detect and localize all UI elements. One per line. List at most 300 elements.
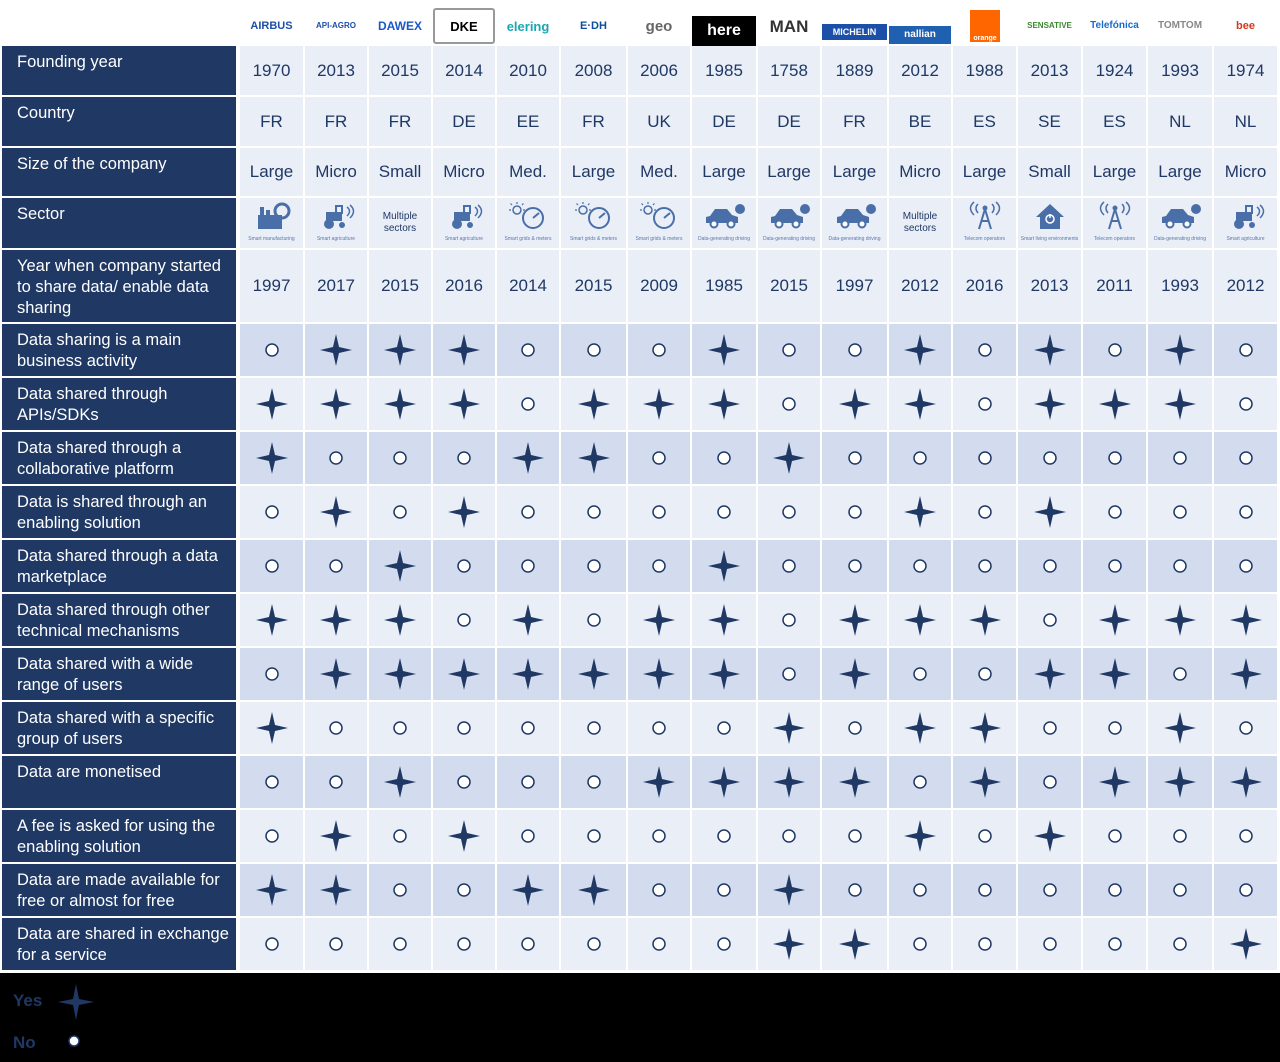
- country-cell: [889, 97, 951, 146]
- size-cell-value: Micro: [315, 162, 357, 181]
- no-circle-icon: [328, 774, 344, 790]
- cell-no: [240, 810, 303, 862]
- cell-yes: [369, 378, 431, 430]
- cell-yes: [1083, 648, 1146, 700]
- size-cell: [1214, 148, 1277, 196]
- cell-yes: [889, 378, 951, 430]
- legend-yes-label: Yes: [13, 991, 43, 1010]
- cell-no: [561, 702, 626, 754]
- cell-no: [305, 702, 367, 754]
- cell-no: [889, 918, 951, 970]
- country-cell-value: DE: [452, 111, 476, 131]
- country-cell-value: FR: [324, 111, 348, 131]
- no-circle-icon: [264, 828, 280, 844]
- cell-yes: [240, 432, 303, 484]
- country-cell: [561, 97, 626, 146]
- cell-no: [369, 864, 431, 916]
- cell-no: [889, 540, 951, 592]
- cell-yes: [305, 810, 367, 862]
- founding-year-cell-value: 1988: [965, 60, 1004, 80]
- founding-year-cell: [369, 46, 431, 95]
- no-circle-icon: [1238, 342, 1254, 358]
- country-cell: [369, 97, 431, 146]
- cell-yes: [1214, 756, 1277, 808]
- tractor-icon: [1224, 201, 1268, 231]
- country-cell: [1018, 97, 1081, 146]
- yes-star-icon: [511, 603, 545, 637]
- no-circle-icon: [912, 666, 928, 682]
- yes-star-icon: [903, 711, 937, 745]
- cell-no: [369, 702, 431, 754]
- yes-star-icon: [511, 873, 545, 907]
- cell-yes: [1083, 378, 1146, 430]
- logo-orange: orange: [970, 10, 1000, 42]
- car-icon: [833, 201, 877, 231]
- row-header: Data shared with a specific group of users: [2, 702, 236, 754]
- no-circle-icon: [1042, 612, 1058, 628]
- founding-year-cell-value: 2013: [1030, 60, 1069, 80]
- no-circle-icon: [912, 450, 928, 466]
- size-cell-value: Large: [249, 162, 294, 181]
- start-year-cell: [822, 250, 887, 322]
- size-cell-value: Large: [702, 162, 746, 181]
- no-circle-icon: [977, 936, 993, 952]
- sector-cell: [1214, 198, 1277, 248]
- yes-star-icon: [838, 603, 872, 637]
- cell-no: [822, 324, 887, 376]
- start-year-cell: [628, 250, 690, 322]
- no-circle-icon: [1107, 936, 1123, 952]
- founding-year-cell-value: 2013: [317, 60, 355, 80]
- country-cell-value: NL: [1169, 111, 1191, 131]
- row-header: Data shared through other technical mechanisms: [2, 594, 236, 646]
- car-icon: [1158, 201, 1202, 231]
- size-cell: [628, 148, 690, 196]
- country-cell: [433, 97, 495, 146]
- yes-star-icon: [1098, 657, 1132, 691]
- size-cell-value: Micro: [1224, 162, 1267, 181]
- no-circle-icon: [847, 342, 863, 358]
- sector-label: Data-generating driving: [698, 236, 750, 242]
- country-cell-value: FR: [260, 111, 283, 131]
- cell-no: [1018, 756, 1081, 808]
- cell-no: [1018, 702, 1081, 754]
- yes-star-icon: [383, 765, 417, 799]
- row-header: Data shared through a collaborative platform: [2, 432, 236, 484]
- antenna-icon: [963, 201, 1007, 231]
- row-header: Data shared with a wide range of users: [2, 648, 236, 700]
- logo-api-agro: API-AGRO: [316, 21, 356, 30]
- country-cell-value: DE: [712, 111, 736, 131]
- start-year-cell-value: 2016: [965, 276, 1004, 295]
- no-circle-icon: [586, 558, 602, 574]
- logo-nallian: nallian: [889, 26, 951, 44]
- sector-cell: [497, 198, 559, 248]
- cell-yes: [889, 810, 951, 862]
- no-circle-icon: [328, 936, 344, 952]
- yes-star-icon: [1229, 765, 1263, 799]
- cell-no: [822, 486, 887, 538]
- logo-telefonica: Telefónica: [1090, 20, 1139, 31]
- yes-star-icon: [1033, 495, 1067, 529]
- yes-star-icon: [903, 603, 937, 637]
- antenna-icon: [1093, 201, 1137, 231]
- no-circle-icon: [1042, 936, 1058, 952]
- cell-no: [628, 486, 690, 538]
- sector-cell: [433, 198, 495, 248]
- no-circle-icon: [651, 450, 667, 466]
- no-circle-icon: [716, 450, 732, 466]
- cell-no: [1214, 702, 1277, 754]
- cell-yes: [692, 648, 756, 700]
- no-circle-icon: [1172, 882, 1188, 898]
- cell-yes: [1148, 756, 1212, 808]
- cell-no: [240, 540, 303, 592]
- sector-label: Data-generating driving: [828, 236, 881, 242]
- yes-star-icon: [1098, 387, 1132, 421]
- size-cell: [889, 148, 951, 196]
- start-year-cell-value: 2016: [445, 276, 483, 295]
- no-circle-icon: [1042, 450, 1058, 466]
- country-cell-value: UK: [647, 111, 671, 131]
- yes-star-icon: [319, 333, 353, 367]
- yes-star-icon: [577, 387, 611, 421]
- no-circle-icon: [586, 774, 602, 790]
- sector-cell: [305, 198, 367, 248]
- no-circle-icon: [977, 666, 993, 682]
- row-header: Data shared through a data marketplace: [2, 540, 236, 592]
- yes-star-icon: [255, 441, 289, 475]
- cell-no: [433, 594, 495, 646]
- country-cell-value: DE: [777, 111, 801, 131]
- sector-cell: [628, 198, 690, 248]
- sector-label: Smart living environments: [1020, 236, 1079, 242]
- cell-yes: [822, 756, 887, 808]
- cell-no: [953, 324, 1016, 376]
- no-circle-icon: [1107, 450, 1123, 466]
- cell-no: [561, 540, 626, 592]
- size-cell-value: Large: [571, 162, 616, 181]
- cell-yes: [433, 810, 495, 862]
- size-cell: [433, 148, 495, 196]
- start-year-cell-value: 2012: [1226, 276, 1265, 295]
- start-year-cell-value: 2014: [509, 276, 547, 295]
- no-circle-icon: [328, 450, 344, 466]
- no-circle-icon: [847, 882, 863, 898]
- no-circle-icon: [977, 504, 993, 520]
- founding-year-cell-value: 1889: [835, 60, 874, 80]
- country-cell-value: FR: [388, 111, 412, 131]
- size-cell: [240, 148, 303, 196]
- cell-yes: [1018, 486, 1081, 538]
- no-circle-icon: [456, 558, 472, 574]
- founding-year-cell: [758, 46, 820, 95]
- cell-no: [692, 432, 756, 484]
- logo-dke: DKE: [433, 8, 495, 44]
- no-circle-icon: [1238, 450, 1254, 466]
- founding-year-cell: [889, 46, 951, 95]
- cell-no: [758, 810, 820, 862]
- cell-no: [1018, 918, 1081, 970]
- yes-star-icon: [255, 711, 289, 745]
- yes-star-icon: [772, 711, 806, 745]
- home-icon: [1028, 201, 1072, 231]
- no-circle-icon: [456, 936, 472, 952]
- no-circle-icon: [1107, 828, 1123, 844]
- sector-cell: [1018, 198, 1081, 248]
- no-circle-icon: [456, 882, 472, 898]
- yes-star-icon: [1229, 927, 1263, 961]
- no-circle-icon: [651, 828, 667, 844]
- cell-yes: [692, 540, 756, 592]
- sector-cell: [561, 198, 626, 248]
- no-circle-icon: [977, 882, 993, 898]
- cell-no: [561, 918, 626, 970]
- size-cell: [1148, 148, 1212, 196]
- yes-star-icon: [1033, 387, 1067, 421]
- start-year-cell: [758, 250, 820, 322]
- cell-no: [305, 432, 367, 484]
- yes-star-icon: [319, 873, 353, 907]
- no-circle-icon: [1107, 720, 1123, 736]
- yes-star-icon: [383, 333, 417, 367]
- cell-yes: [561, 864, 626, 916]
- car-icon: [702, 201, 746, 231]
- yes-star-icon: [255, 603, 289, 637]
- no-circle-icon: [716, 882, 732, 898]
- country-cell: [692, 97, 756, 146]
- cell-yes: [889, 594, 951, 646]
- row-header: Data is shared through an enabling solution: [2, 486, 236, 538]
- meter-icon: [572, 201, 616, 231]
- start-year-cell-value: 1985: [705, 276, 743, 295]
- sector-label: Smart agriculture: [444, 236, 484, 242]
- sector-cell: [240, 198, 303, 248]
- country-cell: [1148, 97, 1212, 146]
- cell-yes: [369, 594, 431, 646]
- yes-star-icon: [903, 333, 937, 367]
- logo-airbus: AIRBUS: [250, 19, 293, 32]
- row-header: Data are shared in exchange for a service: [2, 918, 236, 970]
- no-circle-icon: [651, 936, 667, 952]
- cell-yes: [1083, 756, 1146, 808]
- no-circle-icon: [977, 828, 993, 844]
- cell-no: [369, 918, 431, 970]
- yes-star-icon: [1163, 765, 1197, 799]
- no-circle-icon: [1042, 774, 1058, 790]
- size-cell: [497, 148, 559, 196]
- start-year-cell-value: 2015: [381, 276, 419, 295]
- country-cell: [953, 97, 1016, 146]
- yes-star-icon: [319, 819, 353, 853]
- start-year-cell: [433, 250, 495, 322]
- yes-star-icon: [447, 657, 481, 691]
- cell-no: [305, 756, 367, 808]
- yes-star-icon: [642, 657, 676, 691]
- no-circle-icon: [392, 936, 408, 952]
- yes-star-icon: [707, 765, 741, 799]
- no-circle-icon: [456, 612, 472, 628]
- founding-year-cell: [953, 46, 1016, 95]
- cell-no: [953, 486, 1016, 538]
- cell-yes: [305, 324, 367, 376]
- sector-label: Smart grids & meters: [570, 236, 617, 242]
- cell-yes: [822, 648, 887, 700]
- cell-yes: [1148, 594, 1212, 646]
- no-circle-icon: [716, 828, 732, 844]
- cell-no: [1148, 486, 1212, 538]
- legend-no-dot-icon: [67, 1034, 81, 1048]
- founding-year-cell-value: 2008: [574, 60, 613, 80]
- yes-star-icon: [838, 657, 872, 691]
- founding-year-cell: [433, 46, 495, 95]
- yes-star-icon: [577, 873, 611, 907]
- cell-no: [692, 486, 756, 538]
- cell-yes: [1148, 324, 1212, 376]
- no-circle-icon: [781, 342, 797, 358]
- no-circle-icon: [456, 720, 472, 736]
- no-circle-icon: [456, 450, 472, 466]
- size-cell-value: Large: [962, 162, 1007, 181]
- no-circle-icon: [847, 558, 863, 574]
- no-circle-icon: [520, 396, 536, 412]
- cell-no: [758, 648, 820, 700]
- no-circle-icon: [977, 558, 993, 574]
- no-circle-icon: [781, 558, 797, 574]
- logo-energy-data-hub: E·DH: [580, 19, 607, 32]
- no-circle-icon: [520, 774, 536, 790]
- cell-no: [497, 810, 559, 862]
- country-cell: [822, 97, 887, 146]
- no-circle-icon: [264, 342, 280, 358]
- no-circle-icon: [520, 342, 536, 358]
- no-circle-icon: [781, 612, 797, 628]
- no-circle-icon: [781, 828, 797, 844]
- yes-star-icon: [577, 657, 611, 691]
- yes-star-icon: [642, 387, 676, 421]
- yes-star-icon: [838, 765, 872, 799]
- no-circle-icon: [1042, 882, 1058, 898]
- sector-label: Data-generating driving: [1154, 236, 1206, 242]
- sector-cell: [1083, 198, 1146, 248]
- cell-no: [628, 540, 690, 592]
- start-year-cell: [953, 250, 1016, 322]
- sector-cell: [692, 198, 756, 248]
- start-year-cell: [1018, 250, 1081, 322]
- cell-yes: [1083, 594, 1146, 646]
- meter-icon: [506, 201, 550, 231]
- yes-star-icon: [319, 657, 353, 691]
- start-year-cell: [240, 250, 303, 322]
- yes-star-icon: [255, 387, 289, 421]
- cell-yes: [1018, 648, 1081, 700]
- cell-yes: [561, 378, 626, 430]
- founding-year-cell-value: 1924: [1095, 60, 1134, 80]
- cell-no: [497, 918, 559, 970]
- row-header: Data are made available for free or almost for free: [2, 864, 236, 916]
- legend-yes-star-icon: [58, 984, 94, 1020]
- no-circle-icon: [781, 666, 797, 682]
- cell-no: [1214, 432, 1277, 484]
- cell-yes: [369, 324, 431, 376]
- no-circle-icon: [456, 774, 472, 790]
- yes-star-icon: [642, 765, 676, 799]
- country-cell-value: FR: [843, 111, 866, 131]
- cell-yes: [305, 864, 367, 916]
- cell-yes: [1018, 324, 1081, 376]
- cell-no: [628, 432, 690, 484]
- cell-yes: [497, 432, 559, 484]
- no-circle-icon: [651, 882, 667, 898]
- cell-yes: [240, 702, 303, 754]
- no-circle-icon: [1172, 936, 1188, 952]
- start-year-cell: [497, 250, 559, 322]
- cell-no: [240, 486, 303, 538]
- cell-no: [433, 540, 495, 592]
- cell-no: [1214, 810, 1277, 862]
- no-circle-icon: [1238, 558, 1254, 574]
- logo-sensative: SENSATIVE: [1027, 21, 1072, 30]
- cell-yes: [1018, 378, 1081, 430]
- cell-no: [240, 918, 303, 970]
- cell-no: [433, 702, 495, 754]
- tractor-icon: [442, 201, 486, 231]
- row-header: Size of the company: [2, 148, 236, 196]
- yes-star-icon: [968, 603, 1002, 637]
- logo-dawex: DAWEX: [377, 19, 422, 33]
- start-year-cell: [369, 250, 431, 322]
- cell-no: [497, 378, 559, 430]
- logo-strip: [0, 0, 1280, 46]
- founding-year-cell: [692, 46, 756, 95]
- cell-no: [628, 918, 690, 970]
- size-cell-value: Micro: [443, 162, 485, 181]
- yes-star-icon: [577, 441, 611, 475]
- yes-star-icon: [903, 819, 937, 853]
- start-year-cell: [1214, 250, 1277, 322]
- no-circle-icon: [520, 828, 536, 844]
- founding-year-cell: [1083, 46, 1146, 95]
- cell-no: [822, 864, 887, 916]
- no-circle-icon: [586, 828, 602, 844]
- yes-star-icon: [1229, 657, 1263, 691]
- no-circle-icon: [586, 342, 602, 358]
- cell-yes: [240, 378, 303, 430]
- cell-no: [692, 810, 756, 862]
- cell-yes: [561, 432, 626, 484]
- size-cell-value: Small: [378, 162, 422, 181]
- cell-no: [1148, 810, 1212, 862]
- no-circle-icon: [847, 828, 863, 844]
- no-circle-icon: [716, 720, 732, 736]
- logo-bee-data: bee: [1236, 19, 1255, 32]
- country-cell-value: BE: [908, 111, 932, 131]
- logo-tomtom: TOMTOM: [1157, 20, 1203, 31]
- yes-star-icon: [1098, 765, 1132, 799]
- yes-star-icon: [319, 495, 353, 529]
- cell-no: [561, 486, 626, 538]
- sector-cell: [1148, 198, 1212, 248]
- start-year-cell-value: 2012: [901, 276, 939, 295]
- size-cell: [369, 148, 431, 196]
- sector-label: Smart grids & meters: [504, 236, 552, 242]
- no-circle-icon: [912, 936, 928, 952]
- no-circle-icon: [392, 720, 408, 736]
- start-year-cell-value: 2015: [770, 276, 808, 295]
- yes-star-icon: [1163, 333, 1197, 367]
- start-year-cell: [1148, 250, 1212, 322]
- size-cell: [822, 148, 887, 196]
